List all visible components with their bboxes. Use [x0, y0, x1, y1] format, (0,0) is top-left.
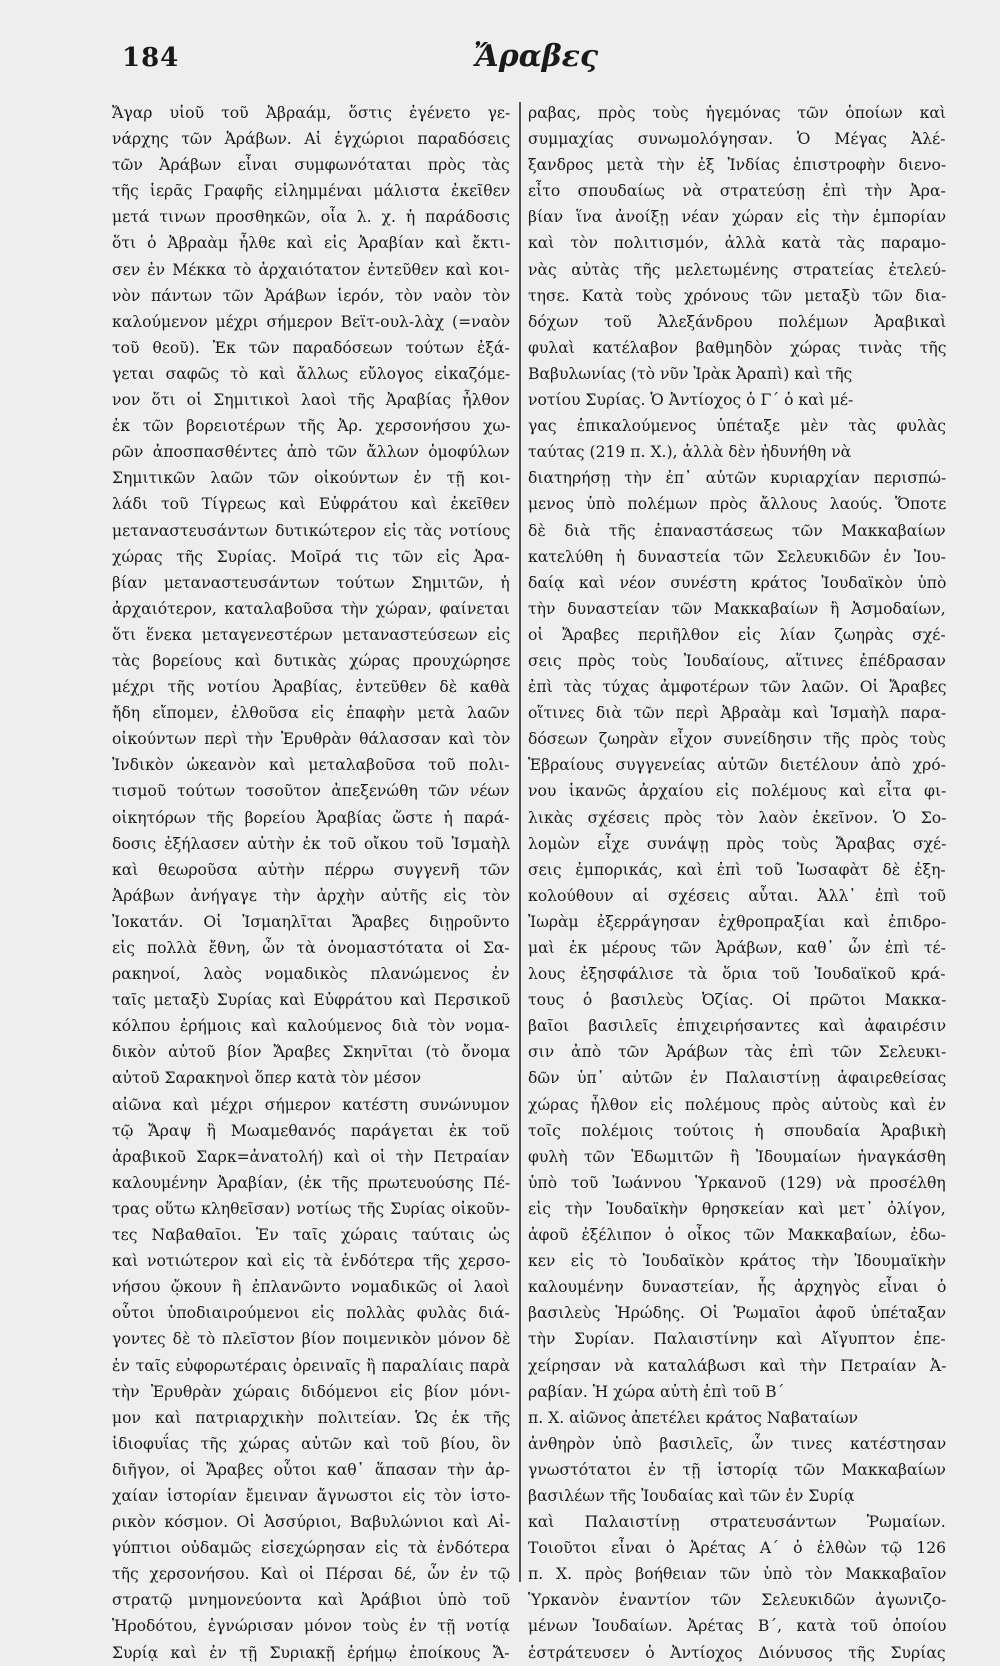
- text-line: γνωστότατοι ἐν τῇ ἱστορίᾳ τῶν Μακκαβαίων: [528, 1460, 946, 1479]
- text-line: γοντες δὲ τὸ πλεῖστον βίον ποιμενικὸν μόνον δὲ: [112, 1330, 510, 1349]
- text-line: τῶν Ἀράβων εἶναι συμφωνόταται πρὸς τὰς: [112, 156, 510, 175]
- text-line: αὐτοῦ Σαρακηνοὶ ὅπερ κατὰ τὸν μέσον: [112, 1069, 422, 1088]
- text-line: Τοιοῦτοι εἶναι ὁ Ἀρέτας Α´ ὁ ἐλθὼν τῷ 126: [528, 1539, 946, 1558]
- text-line: τῆς χερσονήσου. Καὶ οἱ Πέρσαι δέ, ὧν ἐν τῷ: [112, 1565, 510, 1584]
- text-line: μενος ὑπὸ πολέμων πρὸς ἄλλους λαούς. Ὅποτε: [528, 495, 946, 514]
- text-line: μετά τινων προσθηκῶν, οἷα λ. χ. ἡ παράδοσις: [112, 208, 510, 227]
- text-line: σεις ἐμπορικάς, καὶ ἐπὶ τοῦ Ἰωσαφὰτ δὲ ἐξη-: [528, 860, 946, 879]
- text-line: καὶ θεωροῦσα αὐτὴν πέρρω συγγενῆ τῶν: [112, 860, 510, 879]
- text-line: τὰς βορείους καὶ δυτικὰς χώρας προυχώρησε: [112, 651, 510, 670]
- text-line: ξανδρος μετὰ τὴν ἐξ Ἰνδίας ἐπιστροφὴν διενο-: [528, 156, 946, 175]
- text-line: νον ὅτι οἱ Σημιτικοὶ λαοὶ τῆς Ἀραβίας ἦλθον: [112, 391, 510, 410]
- text-line: τρας οὕτω κληθεῖσαν) νοτίως τῆς Συρίας οἰκοῦν-: [112, 1199, 510, 1218]
- text-line: κεν εἰς τὸ Ἰουδαϊκὸν κράτος τὴν Ἰδουμαϊκὴν: [528, 1252, 946, 1271]
- text-line: τὴν Ἐρυθρὰν χώραις διδόμενοι εἰς βίον μόνι-: [112, 1382, 510, 1401]
- text-line: τισμοῦ τούτων τοσοῦτον ἀπεξενώθη τῶν νέων: [112, 782, 510, 801]
- text-line: εἶτο σπουδαίως νὰ στρατεύσῃ ἐπὶ τὴν Ἀρα-: [528, 182, 946, 201]
- text-line: τῆς ἱερᾶς Γραφῆς εἰλημμέναι μάλιστα ἐκεῖθεν: [112, 182, 510, 201]
- text-line: χώρας τῆς Συρίας. Μοῖρά τις τῶν εἰς Ἀρα-: [112, 547, 510, 566]
- text-line: Ἰωρὰμ ἐξερράγησαν ἐχθροπραξίαι καὶ ἐπιδρο-: [528, 912, 946, 931]
- text-line: ὅτι ὁ Ἀβραὰμ ἦλθε καὶ εἰς Ἀραβίαν καὶ ἔκτι-: [112, 234, 510, 253]
- text-line: συμμαχίας συνωμολόγησαν. Ὁ Μέγας Ἀλέ-: [528, 130, 946, 149]
- text-line: Ἰοκατάν. Οἱ Ἰσμαηλῖται Ἄραβες διῃροῦντο: [112, 912, 510, 931]
- text-line: μαὶ ἐκ μέρους τῶν Ἀράβων, καθ᾽ ὧν ἐπὶ τέ-: [528, 939, 946, 957]
- text-line: καλουμένην δυναστείαν, ἧς ἀρχηγὸς εἶναι ὁ: [528, 1278, 946, 1297]
- text-line: π. Χ. αἰῶνος ἀπετέλει κράτος Ναβαταίων: [528, 1408, 859, 1427]
- text-line: ρικὸν κόσμον. Οἱ Ἀσσύριοι, Βαβυλώνιοι καὶ Αἰ-: [112, 1513, 510, 1532]
- text-line: μεταναστευσάντων δυτικώτερον εἰς τὰς νοτίους: [112, 521, 510, 540]
- text-line: Ἄγαρ υἱοῦ τοῦ Ἀβραάμ, ὅστις ἐγένετο γε-: [112, 104, 510, 122]
- text-line: μέχρι τῆς νοτίου Ἀραβίας, ἐντεῦθεν δὲ καθὰ: [112, 678, 510, 697]
- text-line: τῷ Ἄραψ ἢ Μωαμεθανός παράγεται ἐκ τοῦ: [112, 1121, 510, 1140]
- text-line: χείρησαν νὰ καταλάβωσι καὶ τὴν Πετραίαν Ἀ-: [528, 1356, 946, 1375]
- text-line: νὸν πάντων τῶν Ἀράβων ἱερόν, τὸν ναὸν τὸν: [112, 286, 510, 305]
- text-line: τοῦ θεοῦ). Ἐκ τῶν παραδόσεων τούτων ἐξά-: [112, 338, 510, 357]
- text-line: γύπτιοι οὐδαμῶς εἰσεχώρησαν εἰς τὰ ἐνδότερα: [112, 1539, 510, 1558]
- text-line: φυλαὶ κατέλαβον βαθμηδὸν χώρας τινὰς τῆς: [528, 338, 946, 357]
- text-line: κόλπου ἐρήμοις καὶ καλούμενος διὰ τὸν νομα-: [112, 1017, 510, 1036]
- text-line: Ὑρκανὸν ἐναντίον τῶν Σελευκιδῶν ἀγωνιζο-: [528, 1591, 946, 1610]
- text-line: στρατῷ μνημονεύοντα καὶ Ἀράβιοι ὑπὸ τοῦ: [112, 1591, 510, 1610]
- text-line: ρακηνοί, λαὸς νομαδικὸς πλανώμενος ἐν: [112, 965, 510, 984]
- text-line: λομὼν εἶχε συνάψῃ πρὸς τοὺς Ἄραβας σχέ-: [528, 834, 946, 853]
- text-line: νὰς αὐτὰς τῆς μελετωμένης στρατείας ἐτελεύ-: [528, 260, 946, 279]
- text-line: δαίᾳ καὶ νέον συνέστη κράτος Ἰουδαϊκὸν ὑπὸ: [528, 573, 946, 592]
- text-line: λους ἐξησφάλισε τὰ ὅρια τοῦ Ἰουδαϊκοῦ κρά-: [528, 965, 946, 984]
- text-line: καλούμενον μέχρι σήμερον Βεϊτ-ουλ-λὰχ (=ναὸν: [112, 312, 510, 331]
- right-text-column: [528, 100, 946, 1666]
- text-line: Βαβυλωνίας (τὸ νῦν Ἰρὰκ Ἀραπὶ) καὶ τῆς: [528, 364, 853, 383]
- text-line: τους ὁ βασιλεὺς Ὀζίας. Οἱ πρῶτοι Μακκα-: [528, 991, 946, 1010]
- text-line: γας ἐπικαλούμενος ὑπέταξε μὲν τὰς φυλὰς: [528, 417, 946, 436]
- text-line: δοσις ἐξήλασεν αὐτὴν ἐκ τοῦ οἴκου τοῦ Ἰσμαὴλ: [112, 834, 510, 853]
- text-line: λικὰς σχέσεις πρὸς τὸν λαὸν ἐκεῖνον. Ὁ Σο-: [528, 808, 946, 827]
- text-line: δὲ διὰ τῆς ἐπαναστάσεως τῶν Μακκαβαίων: [528, 521, 946, 540]
- text-line: σιν ἀπὸ τῶν Ἀράβων τὰς ἐπὶ τῶν Σελευκι-: [528, 1043, 946, 1062]
- text-line: δῶν ὑπ᾽ αὐτῶν ἐν Παλαιστίνῃ ἀφαιρεθείσας: [528, 1069, 946, 1088]
- text-line: ἀνθηρὸν ὑπὸ βασιλεῖς, ὧν τινες κατέστησαν: [528, 1434, 946, 1453]
- text-line: νοτίου Συρίας. Ὁ Ἀντίοχος ὁ Γ´ ὁ καὶ μέ-: [528, 391, 854, 410]
- text-line: βίαν ἵνα ἀνοίξῃ νέαν χώραν εἰς τὴν ἐμπορίαν: [528, 208, 946, 227]
- text-line: ταύτας (219 π. Χ.), ἀλλὰ δὲν ἠδυνήθη νὰ: [528, 443, 852, 462]
- left-text-column: [112, 100, 510, 1666]
- text-line: ἐστράτευσεν ὁ Ἀντίοχος Διόνυσος τῆς Συρίας: [528, 1643, 946, 1662]
- text-line: τὴν δυναστείαν τῶν Μακκαβαίων ἢ Ἀσμοδαίων,: [528, 599, 946, 618]
- column-divider: [519, 102, 521, 1582]
- text-line: ἀραβικοῦ Σαρκ=ἀνατολή) καὶ οἱ τὴν Πετραίαν: [112, 1147, 510, 1166]
- text-line: καὶ Παλαιστίνῃ στρατευσάντων Ῥωμαίων.: [528, 1513, 946, 1532]
- text-line: βασιλέων τῆς Ἰουδαίας καὶ τῶν ἐν Συρίᾳ: [528, 1486, 855, 1505]
- text-line: φυλὴ τῶν Ἐδωμιτῶν ἢ Ἰδουμαίων ἠναγκάσθη: [528, 1147, 946, 1166]
- text-line: σεν ἐν Μέκκα τὸ ἀρχαιότατον ἐντεῦθεν καὶ κοι-: [112, 260, 510, 279]
- text-line: διῆγον, οἱ Ἄραβες οὗτοι καθ᾽ ἅπασαν τὴν ἀρ-: [112, 1460, 510, 1479]
- text-line: νήσου ᾤκουν ἢ ἐπλανῶντο νομαδικῶς οἱ λαοὶ: [112, 1278, 510, 1297]
- text-line: καὶ νοτιώτερον καὶ εἰς τὰ ἐνδότερα τῆς χερσο-: [112, 1252, 510, 1271]
- text-line: εἰς πολλὰ ἔθνη, ὧν τὰ ὀνομαστότατα οἱ Σα-: [112, 939, 510, 957]
- text-line: βασιλεὺς Ἡρώδης. Οἱ Ῥωμαῖοι ἀφοῦ ὑπέταξαν: [528, 1304, 946, 1323]
- text-line: δικὸν αὐτοῦ βίον Ἄραβες Σκηνῖται (τὸ ὄνομα: [112, 1043, 510, 1062]
- text-line: Ἰνδικὸν ὠκεανὸν καὶ μεταλαβοῦσα τοῦ πολι-: [112, 756, 510, 775]
- text-line: νάρχης τῶν Ἀράβων. Αἱ ἐγχώριοι παραδόσεις: [112, 130, 510, 149]
- text-line: εἰς τὴν Ἰουδαϊκὴν θρησκείαν καὶ μετ᾽ ὀλίγον,: [528, 1199, 946, 1218]
- text-line: ἐν ταῖς εὐφορωτέραις ὀρειναῖς ἢ παραλίαις παρὰ: [112, 1356, 510, 1375]
- text-line: οἱ Ἄραβες περιῆλθον εἰς λίαν ζωηρὰς σχέ-: [528, 625, 946, 644]
- text-line: ἐπὶ τὰς τύχας ἀμφοτέρων τῶν λαῶν. Οἱ Ἄραβες: [528, 678, 946, 697]
- text-line: ἤδη εἴπομεν, ἐλθοῦσα εἰς ἐπαφὴν μετὰ λαῶν: [112, 704, 510, 723]
- text-line: Ἀράβων ἀνήγαγε τὴν ἀρχὴν αὐτῆς εἰς τὸν: [112, 886, 510, 905]
- text-line: οἰκούντων περὶ τὴν Ἐρυθρὰν θάλασσαν καὶ τὸν: [112, 730, 510, 749]
- text-line: δόχων τοῦ Ἀλεξάνδρου πολέμων Ἀραβικαὶ: [528, 312, 946, 331]
- text-line: οἰκητόρων τῆς βορείου Ἀραβίας ὥστε ἡ παρά-: [112, 808, 510, 827]
- text-line: ἀφοῦ ἐξέλιπον ὁ οἶκος τῶν Μακκαβαίων, ἐδω-: [528, 1226, 946, 1245]
- text-line: δόσεων ζωηρὰν εἶχον συνείδησιν τῆς πρὸς τοὺς: [528, 730, 946, 749]
- text-line: μον καὶ πατριαρχικὴν πολιτείαν. Ὡς ἐκ τῆς: [112, 1408, 510, 1427]
- text-line: γεται σαφῶς τὸ καὶ ἄλλως εὔλογος εἰκαζόμε-: [112, 364, 510, 383]
- text-line: οὗτοι ὑποδιαιρούμενοι εἰς πολλὰς φυλὰς διά-: [112, 1304, 510, 1323]
- text-line: ὅτι ἕνεκα μεταγενεστέρων μεταναστεύσεων εἰς: [112, 625, 510, 644]
- page-header: [112, 38, 960, 78]
- text-line: τὴν Συρίαν. Παλαιστίνην καὶ Αἴγυπτον ἐπε-: [528, 1330, 946, 1349]
- text-line: ραβίαν. Ἡ χώρα αὐτὴ ἐπὶ τοῦ Β´: [528, 1382, 785, 1401]
- text-line: διατηρήσῃ τὴν ἐπ᾽ αὐτῶν κυριαρχίαν περισπώ-: [528, 469, 946, 488]
- running-title: Ἄραβες: [473, 39, 599, 74]
- text-line: βίαν μεταναστευσάντων τούτων Σημιτῶν, ἡ: [112, 573, 510, 592]
- text-line: χώρας ἦλθον εἰς πολέμους πρὸς αὐτοὺς καὶ ἐν: [528, 1095, 946, 1114]
- text-line: καὶ τὸν πολιτισμόν, ἀλλὰ κατὰ τὰς παραμο-: [528, 234, 946, 253]
- text-line: ἰδιοφυΐας τῆς χώρας αὐτῶν καὶ τοῦ βίου, ὃν: [112, 1434, 510, 1453]
- text-line: ὑπὸ τοῦ Ἰωάννου Ὑρκανοῦ (129) νὰ προσέλθη: [528, 1173, 946, 1192]
- text-line: κολούθουν αἱ σχέσεις αὗται. Ἀλλ᾽ ἐπὶ τοῦ: [528, 886, 946, 905]
- text-line: μένων Ἰουδαίων. Ἀρέτας Β´, κατὰ τοῦ ὁποίου: [528, 1617, 946, 1636]
- text-line: κατελύθη ἡ δυναστεία τῶν Σελευκιδῶν ἐν Ἰου-: [528, 547, 946, 566]
- text-line: λάδι τοῦ Τίγρεως καὶ Εὐφράτου καὶ ἐκεῖθεν: [112, 495, 510, 514]
- text-line: τοῖς πολέμοις τούτοις ἡ σπουδαία Ἀραβικὴ: [528, 1121, 946, 1140]
- text-line: τες Ναβαθαῖοι. Ἐν ταῖς χώραις ταύταις ὡς: [112, 1226, 510, 1245]
- text-line: χαίαν ἱστορίαν ἔμειναν ἄγνωστοι εἰς τὸν ἱστο-: [112, 1486, 510, 1505]
- text-line: Ἑβραίους συγγενείας αὐτῶν διετέλουν ἀπὸ χρό-: [528, 756, 946, 775]
- text-line: αἰῶνα καὶ μέχρι σήμερον κατέστη συνώνυμον: [112, 1095, 510, 1114]
- text-line: νου ἱκανῶς ἀρχαίου εἰς πολέμους καὶ εἶτα φι-: [528, 782, 946, 801]
- text-line: οἵτινες διὰ τῶν περὶ Ἀβραὰμ καὶ Ἰσμαὴλ παρα-: [528, 704, 946, 723]
- text-line: ἐκ τῶν βορειοτέρων τῆς Ἀρ. χερσονήσου χω-: [112, 417, 510, 436]
- text-line: καλουμένην Ἀραβίαν, (ἐκ τῆς πρωτευούσης Πέ-: [112, 1173, 510, 1192]
- text-line: βαῖοι βασιλεῖς ἐπιχειρήσαντες καὶ ἀφαιρέσιν: [528, 1017, 946, 1036]
- text-line: Σημιτικῶν λαῶν τῶν οἰκούντων ἐν τῇ κοι-: [112, 469, 510, 488]
- text-line: ραβας, πρὸς τοὺς ἡγεμόνας τῶν ὁποίων καὶ: [528, 104, 946, 122]
- text-line: ταῖς μεταξὺ Συρίας καὶ Εὐφράτου καὶ Περσικοῦ: [112, 991, 510, 1010]
- text-line: τησε. Κατὰ τοὺς χρόνους τῶν μεταξὺ τῶν δια-: [528, 286, 946, 305]
- text-line: σεις πρὸς τοὺς Ἰουδαίους, αἵτινες ἐπέδρασαν: [528, 651, 946, 670]
- text-line: ἀρχαιότερον, καταλαβοῦσα τὴν χώραν, φαίνεται: [112, 599, 510, 618]
- text-line: Συρίᾳ καὶ ἐν τῇ Συριακῇ ἐρήμῳ ἐποίκους Ἄ-: [112, 1643, 510, 1662]
- text-line: ρῶν ἀποσπασθέντες ἀπὸ τῶν ἄλλων ὁμοφύλων: [112, 443, 510, 462]
- text-line: π. Χ. πρὸς βοήθειαν τῶν ὑπὸ τὸν Μακκαβαῖον: [528, 1565, 946, 1584]
- text-line: Ἡροδότου, ἐγνώρισαν μόνον τοὺς ἐν τῇ νοτίᾳ: [112, 1617, 510, 1636]
- page-number: 184: [122, 43, 180, 73]
